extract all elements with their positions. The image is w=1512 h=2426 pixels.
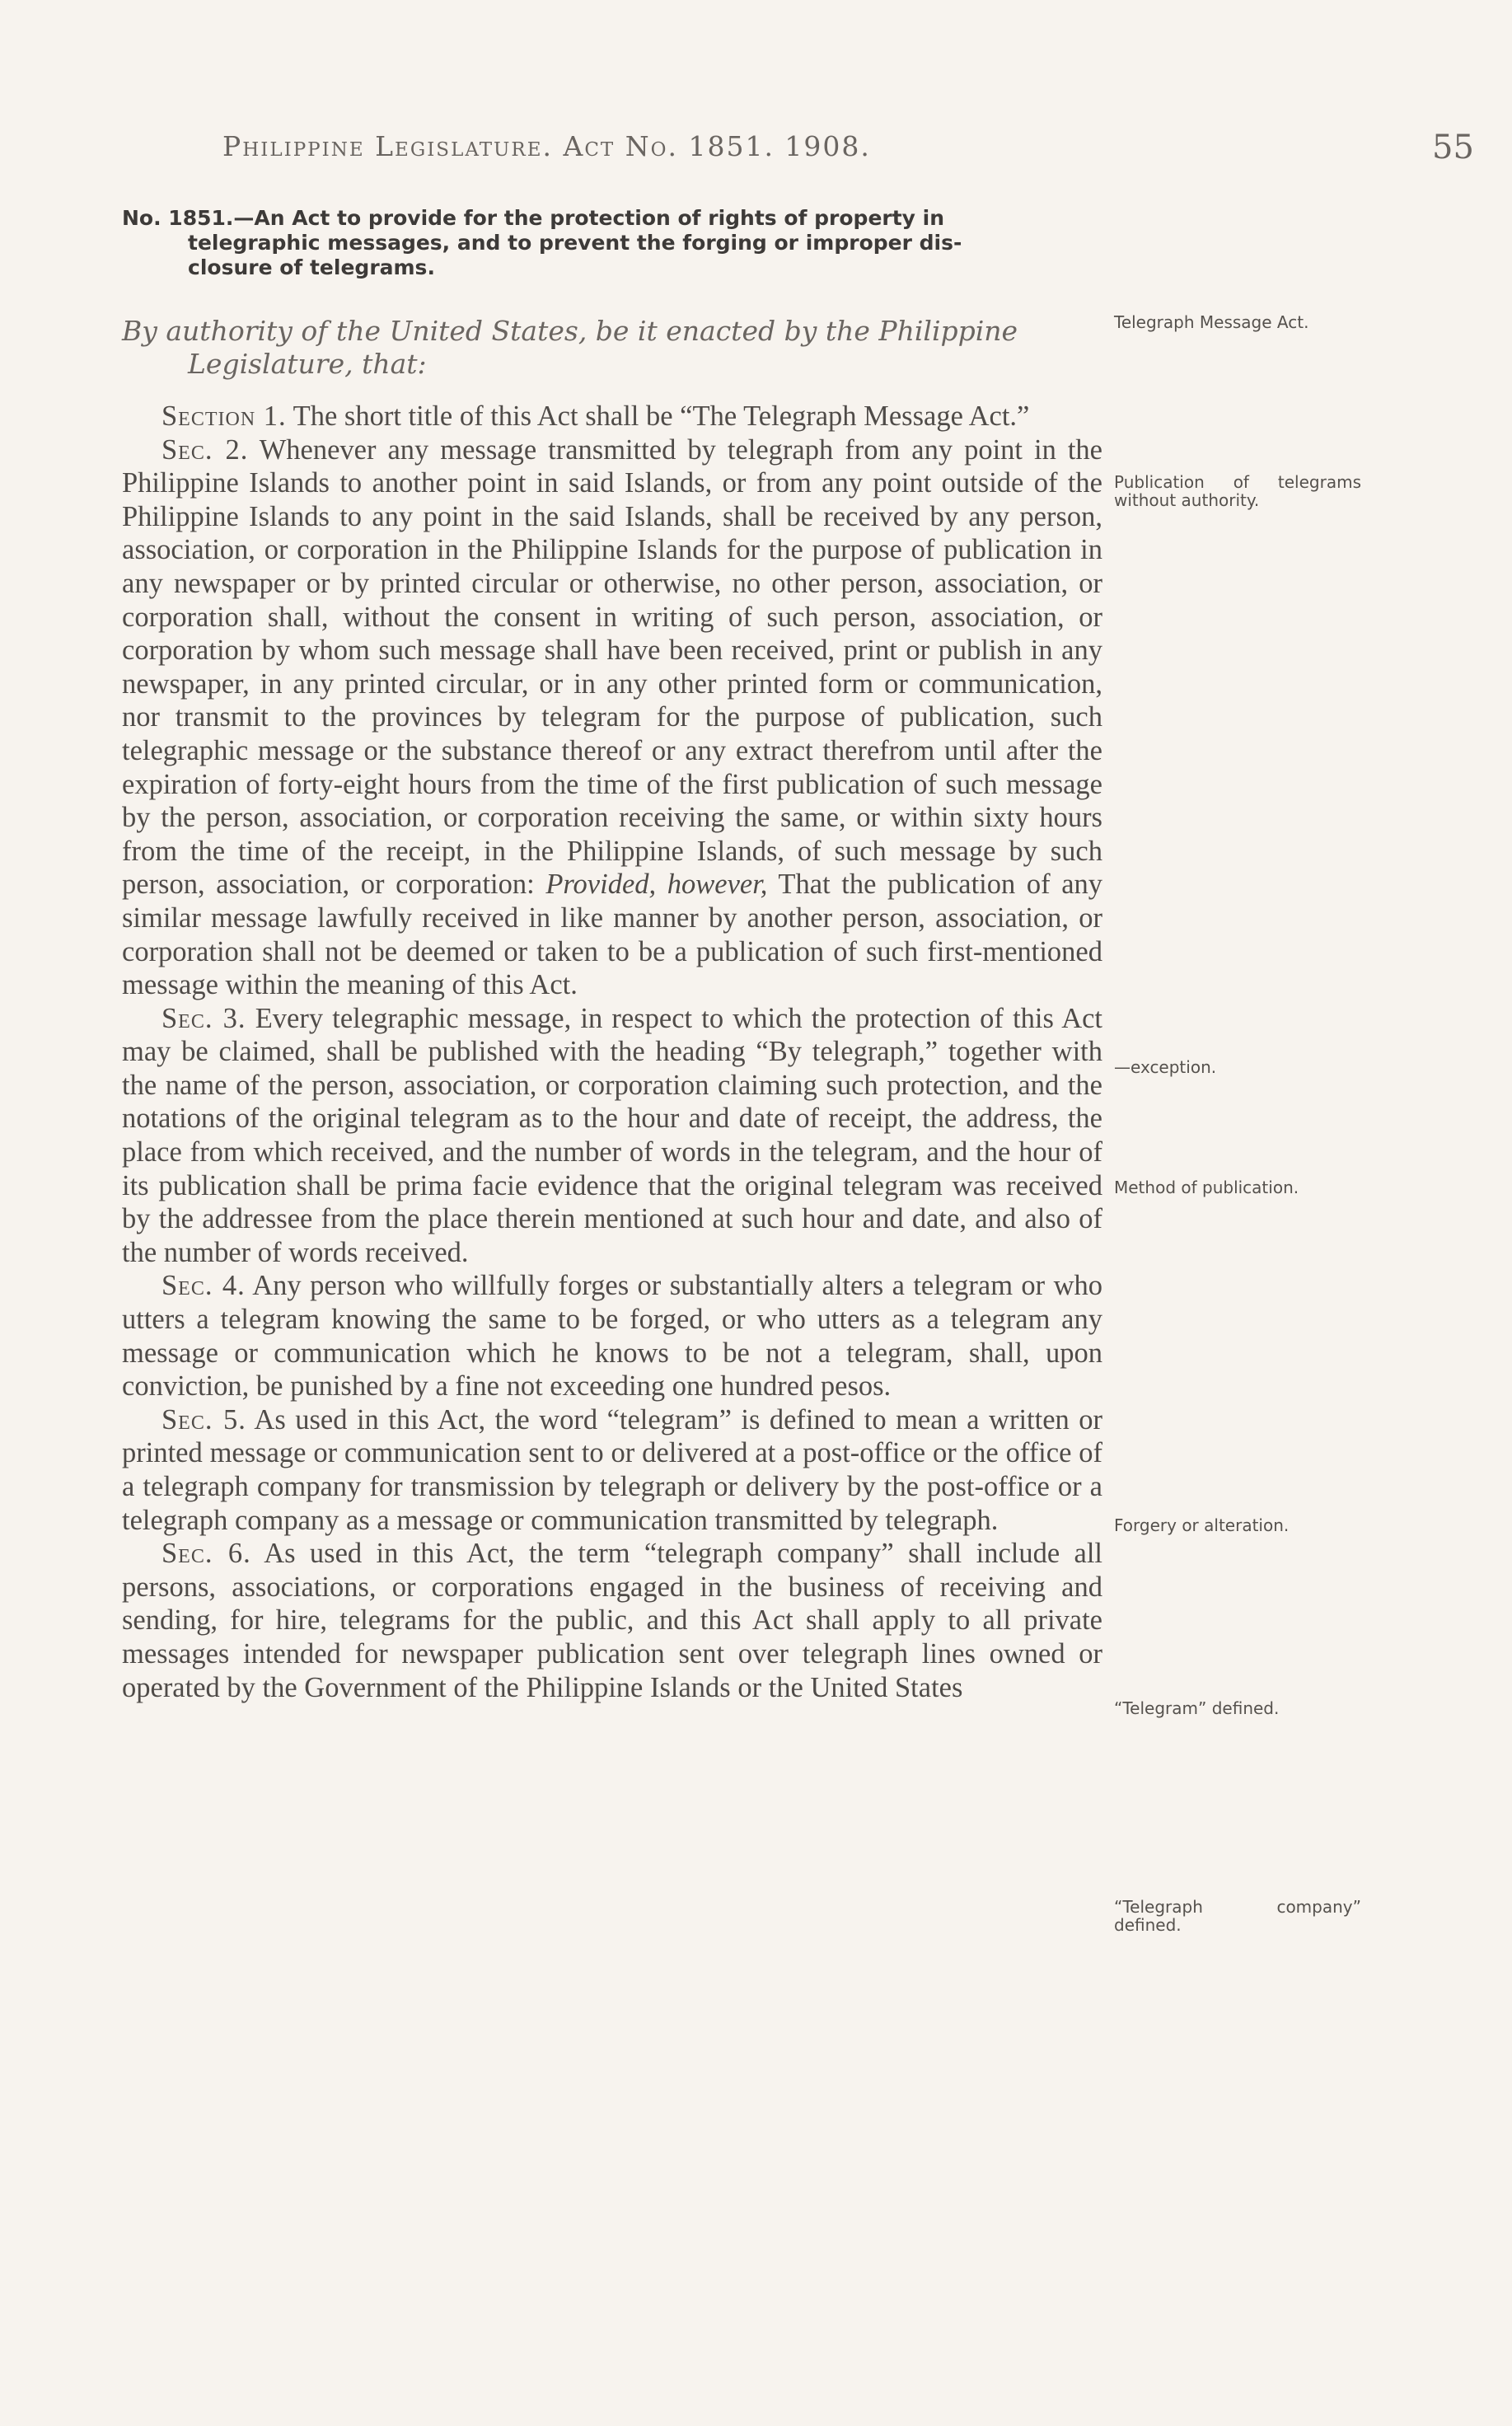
- margin-note-telegram-defined: “Telegram” defined.: [1114, 1698, 1280, 1718]
- margin-note-telegraph-message-act: Telegraph Message Act.: [1114, 312, 1309, 332]
- section-text: Any person who willfully forges or substantially alters a telegram or who utters a telegram knowing the same to be forged, or who utters as a telegram any message or communication which he knows to be not a telegram, shall, upon conviction, be punished by a fine not exceeding one hundred pesos.: [122, 1270, 1102, 1403]
- running-head: Philippine Legislature. Act No. 1851. 1908.: [222, 130, 871, 162]
- section-text: As used in this Act, the word “telegram” is defined to mean a written or printed message or communication sent to or delivered at a post-office or the office of a telegraph company for transmission by telegraph or delivery by the post-office or a telegraph company as a message or communication transmitted by telegraph.: [122, 1403, 1102, 1536]
- section-4: [122, 1269, 1102, 1403]
- enacting-clause: [122, 315, 1102, 381]
- section-text: As used in this Act, the term “telegraph company” shall include all persons, associations, or corporations engaged in the business of receiving and sending, for hire, telegrams for the public, and this Act shall apply to all private messages intended for newspaper publication sent over telegraph lines owned or operated by the Government of the Philippine Islands or the United States: [122, 1538, 1103, 1703]
- margin-note-method-of-publication: Method of publication.: [1114, 1178, 1299, 1197]
- section-text: Every telegraphic message, in respect to which the protection of this Act may be claimed, shall be published with the heading “By telegraph,” together with the name of the person, association, or corporation claiming such protection, and the notations of the original telegram as to the hour and date of receipt, the address, the place from which received, and the number of words in the telegram, and the hour of its publication shall be prima facie evidence that the original telegram was received by the addressee from the place therein mentioned at such hour and date, and also of the number of words received.: [122, 1002, 1103, 1268]
- section-2: [122, 433, 1102, 1002]
- act-title-line: telegraphic messages, and to prevent the forging or improper dis-: [188, 231, 962, 255]
- section-label: Sec. 2.: [161, 433, 249, 466]
- section-label: Section 1.: [161, 400, 287, 432]
- section-5: [122, 1403, 1102, 1537]
- section-label: Sec. 5.: [161, 1403, 246, 1435]
- section-text: Whenever any message transmitted by telegraph from any point in the Philippine Islands to another point in said Islands, or from any point outside of the Philippine Islands to any point in the said Islands, shall be received by any person, association, or corporation in the Philippine Islands for the purpose of publication in any newspaper or by printed circular or otherwise, no other person, association, or corporation shall, without the consent in writing of such person, association, or corporation by whom such message shall have been received, print or publish in any newspaper, in any printed circular, or in any other printed form or communication, nor transmit to the provinces by telegram for the purpose of publication, such telegraphic message or the substance thereof or any extract therefrom until after the expiration of forty-eight hours from the time of the first publication of such message by the person, association, or corporation receiving the same, or within sixty hours from the time of the receipt, in the Philippine Islands, of such message by such person, association, or corporation:: [122, 433, 1102, 901]
- enacting-clause-line: Legislature, that:: [188, 348, 427, 380]
- section-label: Sec. 3.: [161, 1002, 246, 1034]
- page-number: 55: [1432, 129, 1474, 166]
- act-body: [122, 400, 1102, 1704]
- margin-note-publication-without-authority: Publication of telegrams without authority.: [1114, 472, 1361, 510]
- section-label: Sec. 6.: [161, 1538, 251, 1570]
- section-3: [122, 1002, 1102, 1270]
- enacting-clause-line: By authority of the United States, be it enacted by the Philippine: [122, 315, 1018, 347]
- margin-note-forgery-or-alteration: Forgery or alteration.: [1114, 1515, 1290, 1535]
- margin-note-exception: —exception.: [1114, 1057, 1217, 1077]
- section-text: That the publication of any similar message lawfully received in like manner by another person, association, or corporation shall not be deemed or taken to be a publication of such first-mentioned message within the meaning of this Act.: [122, 869, 1103, 1001]
- act-title: [122, 206, 1102, 280]
- section-6: [122, 1537, 1102, 1704]
- section-1: [122, 400, 1102, 433]
- act-title-line: closure of telegrams.: [188, 255, 435, 279]
- section-label: Sec. 4.: [161, 1270, 246, 1302]
- margin-note-telegraph-company-defined: “Telegraph company” defined.: [1114, 1897, 1361, 1935]
- section-text: The short title of this Act shall be “The Telegraph Message Act.”: [286, 400, 1030, 432]
- proviso-text: Provided, however,: [545, 869, 768, 901]
- act-title-line: No. 1851.—An Act to provide for the protection of rights of property in: [122, 206, 945, 230]
